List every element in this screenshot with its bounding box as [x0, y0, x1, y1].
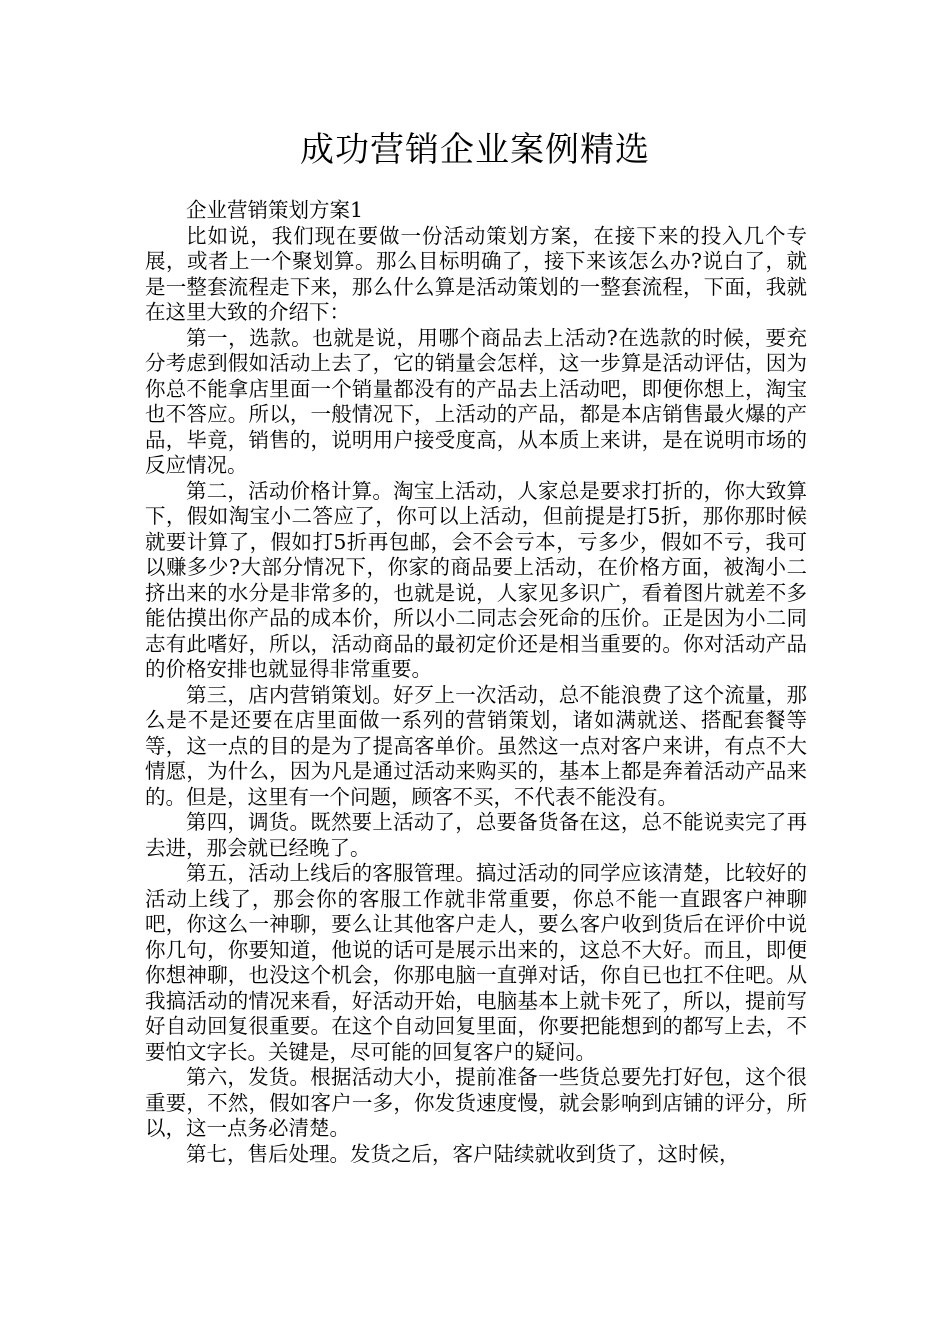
- section-heading: 企业营销策划方案1: [186, 198, 364, 222]
- paragraph-step-2: 第二，活动价格计算。淘宝上活动，人家总是要求打折的，你大致算下，假如淘宝小二答应了，你可以上活动，但前提是打5折，那你那时候就要计算了，假如打5折再包邮，会不会亏本，亏多少，假如不亏，我可以赚多少?大部分情况下，你家的商品要上活动，在价格方面，被淘小二挤出来的水分是非常多的，也就是说，人家见多识广，看着图片就差不多能估摸出你产品的成本价，所以小二同志会死命的压价。正是因为小二同志有此嗜好，所以，活动商品的最初定价还是相当重要的。你对活动产品的价格安排也就显得非常重要。: [145, 478, 807, 681]
- paragraph-step-7: 第七，售后处理。发货之后，客户陆续就收到货了，这时候，: [186, 1141, 740, 1166]
- paragraph-step-3: 第三，店内营销策划。好歹上一次活动，总不能浪费了这个流量，那么是不是还要在店里面做一系列的营销策划，诸如满就送、搭配套餐等等，这一点的目的是为了提高客单价。虽然这一点对客户来讲，有点不大情愿，为什么，因为凡是通过活动来购买的，基本上都是奔着活动产品来的。但是，这里有一个问题，顾客不买，不代表不能没有。: [145, 682, 807, 809]
- paragraph-step-5: 第五，活动上线后的客服管理。搞过活动的同学应该清楚，比较好的活动上线了，那会你的客服工作就非常重要，你总不能一直跟客户神聊吧，你这么一神聊，要么让其他客户走人，要么客户收到货后在评价中说你几句，你要知道，他说的话可是展示出来的，这总不大好。而且，即便你想神聊，也没这个机会，你那电脑一直弹对话，你自已也扛不住吧。从我搞活动的情况来看，好活动开始，电脑基本上就卡死了，所以，提前写好自动回复很重要。在这个自动回复里面，你要把能想到的都写上去，不要怕文字长。关键是，尽可能的回复客户的疑问。: [145, 861, 807, 1064]
- paragraph-step-6: 第六，发货。根据活动大小，提前准备一些货总要先打好包，这个很重要，不然，假如客户一多，你发货速度慢，就会影响到店铺的评分，所以，这一点务必清楚。: [145, 1065, 807, 1140]
- paragraph-intro: 比如说，我们现在要做一份活动策划方案，在接下来的投入几个专展，或者上一个聚划算。那么目标明确了，接下来该怎么办?说白了，就是一整套流程走下来，那么什么算是活动策划的一整套流程，下面，我就在这里大致的介绍下：: [145, 223, 807, 324]
- paragraph-step-4: 第四，调货。既然要上活动了，总要备货备在这，总不能说卖完了再去进，那会就已经晚了。: [145, 810, 807, 860]
- document-body: [145, 198, 807, 1167]
- paragraph-step-1: 第一，选款。也就是说，用哪个商品去上活动?在选款的时候，要充分考虑到假如活动上去了，它的销量会怎样，这一步算是活动评估，因为你总不能拿店里面一个销量都没有的产品去上活动吧，即便你想上，淘宝也不答应。所以，一般情况下，上活动的产品，都是本店销售最火爆的产品，毕竟，销售的，说明用户接受度高，从本质上来讲，是在说明市场的反应情况。: [145, 325, 807, 477]
- document-title: 成功营销企业案例精选: [300, 130, 650, 170]
